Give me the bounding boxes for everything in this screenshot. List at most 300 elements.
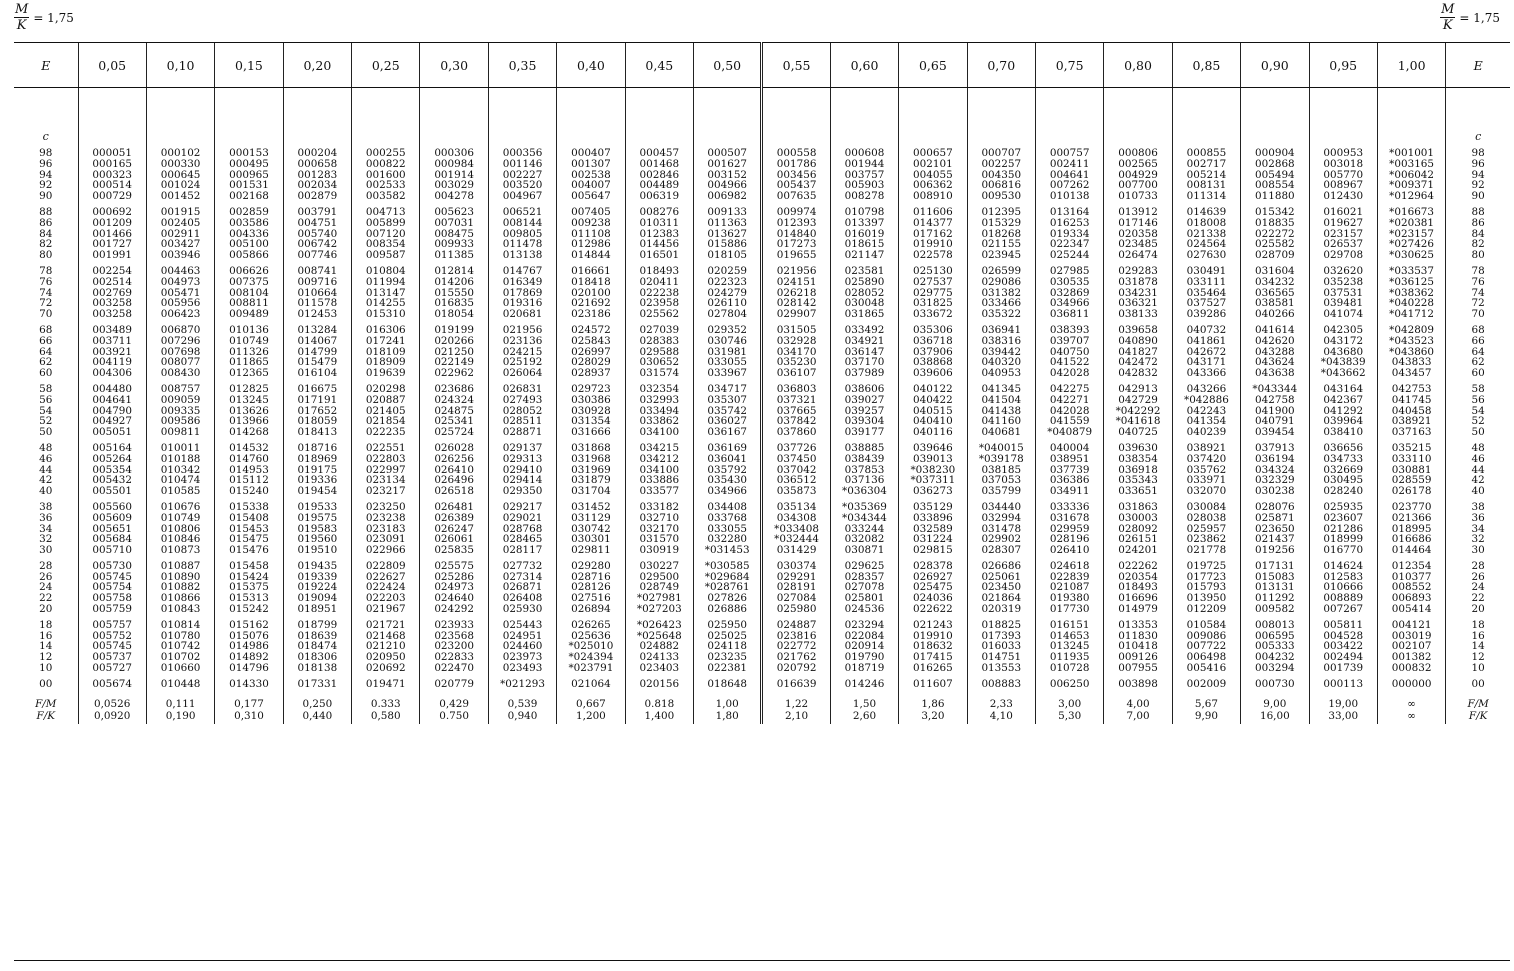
spacer-cell: [1309, 130, 1377, 148]
table-cell: 010136: [215, 320, 283, 336]
table-cell: 007120: [352, 229, 420, 240]
table-cell: 010584: [1172, 615, 1240, 631]
spacer-cell: [557, 88, 625, 131]
table-cell: 019533: [283, 497, 351, 513]
table-cell: 014464: [1377, 545, 1445, 556]
table-cell: 014760: [215, 454, 283, 465]
table-cell: 021064: [557, 674, 625, 690]
table-cell: *024394: [557, 652, 625, 663]
table-cell: 023134: [352, 475, 420, 486]
table-cell: 006893: [1377, 593, 1445, 604]
table-cell: 023183: [352, 524, 420, 535]
table-cell: 021721: [352, 615, 420, 631]
table-cell: 006319: [625, 191, 693, 202]
table-cell: *021293: [488, 674, 556, 690]
table-cell: 039027: [830, 395, 898, 406]
table-cell: 023862: [1172, 534, 1240, 545]
table-row: [14, 497, 1510, 513]
footer-cell-fm: 0.818: [644, 697, 675, 710]
table-cell: 010585: [146, 486, 214, 497]
table-cell: 033336: [1035, 497, 1103, 513]
table-cell: *043523: [1377, 336, 1445, 347]
c-value: 98: [39, 147, 53, 159]
table-cell: 013131: [1241, 582, 1309, 593]
table-cell: 016835: [420, 298, 488, 309]
table-cell: 031129: [557, 513, 625, 524]
table-cell: 021338: [1172, 229, 1240, 240]
table-cell: 000645: [146, 170, 214, 181]
c-value: 44: [1446, 465, 1510, 476]
table-cell: 016675: [283, 379, 351, 395]
table-cell: 010780: [146, 631, 214, 642]
table-cell: 012365: [215, 368, 283, 379]
table-cell: 024882: [625, 641, 693, 652]
table-cell: 034440: [967, 497, 1035, 513]
table-cell: 025957: [1172, 524, 1240, 535]
table-cell: 017652: [283, 406, 351, 417]
table-cell: *043662: [1309, 368, 1377, 379]
table-cell: 008967: [1309, 180, 1377, 191]
table-cell: 019910: [899, 239, 967, 250]
table-cell: 019435: [283, 556, 351, 572]
table-cell: 031429: [762, 545, 830, 556]
table-cell: 040791: [1241, 416, 1309, 427]
table-cell: 008278: [830, 191, 898, 202]
table-cell: 004966: [694, 180, 762, 191]
table-cell: 037531: [1309, 288, 1377, 299]
table-cell: 030491: [1172, 261, 1240, 277]
table-cell: 034170: [762, 347, 830, 358]
table-cell: 006595: [1241, 631, 1309, 642]
table-cell: 025341: [420, 416, 488, 427]
table-cell: 028749: [625, 582, 693, 593]
table-cell: 026997: [557, 347, 625, 358]
table-cell: 036027: [694, 416, 762, 427]
table-cell: 015083: [1241, 572, 1309, 583]
table-cell: 002514: [78, 277, 146, 288]
table-cell: 027732: [488, 556, 556, 572]
table-cell: 013912: [1104, 202, 1172, 218]
table-cell: 018306: [283, 652, 351, 663]
c-value: 34: [39, 522, 53, 535]
c-value: 00: [1446, 674, 1510, 690]
table-cell: 038951: [1035, 454, 1103, 465]
table-cell: 002911: [146, 229, 214, 240]
table-cell: 002227: [488, 170, 556, 181]
table-cell: *006042: [1377, 170, 1445, 181]
table-cell: 042367: [1309, 395, 1377, 406]
table-cell: 038581: [1241, 298, 1309, 309]
c-value: 64: [39, 345, 53, 358]
table-cell: 027537: [899, 277, 967, 288]
table-cell: 040422: [899, 395, 967, 406]
table-cell: *020381: [1377, 218, 1445, 229]
table-cell: 016021: [1309, 202, 1377, 218]
table-cell: 037450: [762, 454, 830, 465]
table-cell: 040004: [1035, 438, 1103, 454]
column-header: 0,95: [1309, 43, 1377, 88]
table-cell: 024215: [488, 347, 556, 358]
footer-cell-fm: 2,33: [989, 697, 1013, 710]
table-cell: *023791: [557, 663, 625, 674]
table-cell: 004641: [78, 395, 146, 406]
spacer-cell: [1377, 130, 1445, 148]
table-cell: 041900: [1241, 406, 1309, 417]
table-cell: 004007: [557, 180, 625, 191]
table-cell: 009716: [283, 277, 351, 288]
table-cell: 005471: [146, 288, 214, 299]
table-cell: 030742: [557, 524, 625, 535]
table-cell: 031666: [557, 427, 625, 438]
table-cell: 022149: [420, 357, 488, 368]
table-cell: 029625: [830, 556, 898, 572]
table-cell: 031981: [694, 347, 762, 358]
table-cell: 014653: [1035, 631, 1103, 642]
table-cell: 026218: [762, 288, 830, 299]
table-cell: 004751: [283, 218, 351, 229]
table-cell: 027078: [830, 582, 898, 593]
c-value: 26: [39, 570, 53, 583]
table-row: [14, 545, 1510, 556]
c-value: 94: [39, 168, 53, 181]
table-cell: 001991: [78, 250, 146, 261]
table-cell: 015342: [1241, 202, 1309, 218]
table-cell: 030003: [1104, 513, 1172, 524]
table-cell: 005866: [215, 250, 283, 261]
table-cell: 023235: [694, 652, 762, 663]
table-cell: 030881: [1377, 465, 1445, 476]
table-cell: 002868: [1241, 159, 1309, 170]
table-cell: 016501: [625, 250, 693, 261]
table-cell: 025475: [899, 582, 967, 593]
table-cell: 029217: [488, 497, 556, 513]
table-cell: 018493: [1104, 582, 1172, 593]
table-cell: 013627: [694, 229, 762, 240]
table-cell: 020156: [625, 674, 693, 690]
table-cell: 005214: [1172, 170, 1240, 181]
table-cell: 034911: [1035, 486, 1103, 497]
table-cell: 023250: [352, 497, 420, 513]
table-cell: 034215: [625, 438, 693, 454]
table-cell: *012964: [1377, 191, 1445, 202]
footer-cell-fk: 1,200: [576, 709, 606, 722]
table-cell: 026389: [420, 513, 488, 524]
footer-cell-fm: 1,50: [852, 697, 877, 710]
table-row: [14, 556, 1510, 572]
table-cell: 014799: [283, 347, 351, 358]
table-cell: 042028: [1035, 406, 1103, 417]
table-cell: 034212: [625, 454, 693, 465]
table-cell: 032082: [830, 534, 898, 545]
table-cell: 033466: [967, 298, 1035, 309]
table-cell: 026408: [488, 593, 556, 604]
table-cell: 035762: [1172, 465, 1240, 476]
c-value: 84: [39, 227, 53, 240]
table-cell: 014953: [215, 465, 283, 476]
table-cell: 020411: [625, 277, 693, 288]
table-cell: 036386: [1035, 475, 1103, 486]
c-value: 52: [1446, 416, 1510, 427]
table-cell: 042305: [1309, 320, 1377, 336]
table-cell: 023493: [488, 663, 556, 674]
table-cell: 010311: [625, 218, 693, 229]
table-cell: 041504: [967, 395, 1035, 406]
column-header: 0,30: [420, 43, 488, 88]
table-cell: 042620: [1241, 336, 1309, 347]
table-cell: 001307: [557, 159, 625, 170]
table-cell: 000323: [78, 170, 146, 181]
table-cell: 014796: [215, 663, 283, 674]
table-cell: 028357: [830, 572, 898, 583]
table-cell: 028240: [1309, 486, 1377, 497]
table-cell: 019094: [283, 593, 351, 604]
table-cell: 029907: [762, 309, 830, 320]
table-cell: 013966: [215, 416, 283, 427]
table-cell: 010728: [1035, 663, 1103, 674]
table-cell: 025061: [967, 572, 1035, 583]
table-cell: 022424: [352, 582, 420, 593]
table-cell: 010804: [352, 261, 420, 277]
table-cell: 033055: [694, 357, 762, 368]
table-cell: 036273: [899, 486, 967, 497]
footer-label-fk: F/K: [36, 709, 55, 722]
table-cell: 018474: [283, 641, 351, 652]
table-cell: 025130: [899, 261, 967, 277]
table-cell: *038230: [899, 465, 967, 476]
c-value: 92: [1446, 180, 1510, 191]
table-cell: 032928: [762, 336, 830, 347]
table-cell: 015479: [283, 357, 351, 368]
table-cell: 018413: [283, 427, 351, 438]
table-cell: 036169: [694, 438, 762, 454]
table-cell: 028076: [1241, 497, 1309, 513]
table-cell: *016673: [1377, 202, 1445, 218]
spacer-cell: [1035, 88, 1103, 131]
table-cell: 024201: [1104, 545, 1172, 556]
e-axis-label: E: [1446, 43, 1510, 88]
table-cell: 037053: [967, 475, 1035, 486]
footer-cell: [215, 690, 283, 724]
table-cell: 035792: [694, 465, 762, 476]
table-cell: 003791: [283, 202, 351, 218]
table-cell: 038316: [967, 336, 1035, 347]
table-cell: 015310: [352, 309, 420, 320]
table-cell: 005758: [78, 593, 146, 604]
table-cell: 012453: [283, 309, 351, 320]
table-cell: *040879: [1035, 427, 1103, 438]
table-row: [14, 604, 1510, 615]
table-cell: 024118: [694, 641, 762, 652]
table-cell: 030301: [557, 534, 625, 545]
column-header: 0,75: [1035, 43, 1103, 88]
table-cell: 027826: [694, 593, 762, 604]
table-cell: 020259: [694, 261, 762, 277]
column-header: 1,00: [1377, 43, 1445, 88]
table-cell: 022203: [352, 593, 420, 604]
table-cell: 031969: [557, 465, 625, 476]
c-value: 96: [39, 157, 53, 170]
table-cell: 030871: [830, 545, 898, 556]
table-cell: 003258: [78, 298, 146, 309]
c-value: 90: [39, 190, 53, 203]
table-cell: 017131: [1241, 556, 1309, 572]
c-value: 86: [39, 216, 53, 229]
table-cell: 014330: [215, 674, 283, 690]
table-cell: 008104: [215, 288, 283, 299]
table-cell: 013950: [1172, 593, 1240, 604]
table-cell: 024572: [557, 320, 625, 336]
table-cell: 019560: [283, 534, 351, 545]
footer-cell: [352, 690, 420, 724]
table-cell: 030374: [762, 556, 830, 572]
table-cell: 004927: [78, 416, 146, 427]
table-cell: 005560: [78, 497, 146, 513]
table-cell: 043680: [1309, 347, 1377, 358]
table-cell: 022622: [899, 604, 967, 615]
spacer-cell: [830, 88, 898, 131]
table-row: [14, 674, 1510, 690]
table-cell: *003165: [1377, 159, 1445, 170]
footer-cell-fm: 0,667: [576, 697, 606, 710]
table-cell: 035322: [967, 309, 1035, 320]
table-cell: 006982: [694, 191, 762, 202]
table-cell: 003152: [694, 170, 762, 181]
table-cell: 019199: [420, 320, 488, 336]
table-cell: 000000: [1377, 674, 1445, 690]
table-cell: 036041: [694, 454, 762, 465]
table-cell: 023157: [1309, 229, 1377, 240]
c-value: 74: [1446, 288, 1510, 299]
table-cell: 005164: [78, 438, 146, 454]
table-cell: 010448: [146, 674, 214, 690]
table-row: [14, 277, 1510, 288]
table-cell: 007746: [283, 250, 351, 261]
table-cell: 037989: [830, 368, 898, 379]
column-header: 0,55: [762, 43, 830, 88]
table-cell: 037170: [830, 357, 898, 368]
c-value: 90: [1446, 191, 1510, 202]
table-cell: 026474: [1104, 250, 1172, 261]
c-value: 24: [39, 581, 53, 594]
table-cell: 021967: [352, 604, 420, 615]
table-cell: 031452: [557, 497, 625, 513]
table-cell: 019380: [1035, 593, 1103, 604]
table-cell: 018909: [352, 357, 420, 368]
footer-cell-fk: 9,90: [1194, 709, 1219, 722]
table-cell: 035238: [1309, 277, 1377, 288]
table-cell: 010814: [146, 615, 214, 631]
table-cell: 042028: [1035, 368, 1103, 379]
spacer-cell: [762, 88, 830, 131]
table-cell: 019256: [1241, 545, 1309, 556]
table-cell: 000658: [283, 159, 351, 170]
table-cell: 032669: [1309, 465, 1377, 476]
table-cell: 022235: [352, 427, 420, 438]
table-cell: 028038: [1172, 513, 1240, 524]
ratio-header-left: $\frac{M}{K}$ = 1,75: [15, 2, 74, 33]
c-value: 80: [39, 249, 53, 262]
table-cell: 017415: [899, 652, 967, 663]
table-cell: 032869: [1035, 288, 1103, 299]
table-cell: *035369: [830, 497, 898, 513]
table-cell: 013397: [830, 218, 898, 229]
table-cell: 011363: [694, 218, 762, 229]
c-value: 88: [1446, 202, 1510, 218]
table-cell: 040320: [967, 357, 1035, 368]
table-cell: 030928: [557, 406, 625, 417]
table-cell: 014892: [215, 652, 283, 663]
table-cell: 008144: [488, 218, 556, 229]
table-row: [14, 368, 1510, 379]
table-cell: 000822: [352, 159, 420, 170]
table-cell: 036918: [1104, 465, 1172, 476]
table-cell: 020792: [762, 663, 830, 674]
table-cell: 030238: [1241, 486, 1309, 497]
table-cell: 021087: [1035, 582, 1103, 593]
table-cell: 042729: [1104, 395, 1172, 406]
c-value: 36: [1446, 513, 1510, 524]
table-cell: 023770: [1377, 497, 1445, 513]
table-cell: 033967: [694, 368, 762, 379]
table-cell: 005051: [78, 427, 146, 438]
table-cell: 024640: [420, 593, 488, 604]
table-cell: 010664: [283, 288, 351, 299]
table-cell: 012825: [215, 379, 283, 395]
table-cell: 018835: [1241, 218, 1309, 229]
table-cell: 018995: [1377, 524, 1445, 535]
c-value: 16: [1446, 631, 1510, 642]
table-cell: 021405: [352, 406, 420, 417]
table-cell: 000729: [78, 191, 146, 202]
table-cell: 026518: [420, 486, 488, 497]
table-cell: 037726: [762, 438, 830, 454]
table-cell: 031825: [899, 298, 967, 309]
footer-cell: [1377, 690, 1445, 724]
table-cell: 034308: [762, 513, 830, 524]
table-cell: 021956: [762, 261, 830, 277]
table-cell: 003258: [78, 309, 146, 320]
footer-cell-fk: 0,440: [302, 709, 333, 722]
table-cell: 024951: [488, 631, 556, 642]
c-value: 70: [1446, 309, 1510, 320]
table-cell: 041345: [967, 379, 1035, 395]
table-cell: 007700: [1104, 180, 1172, 191]
table-row: [14, 320, 1510, 336]
table-cell: 013284: [283, 320, 351, 336]
column-header: 0,65: [899, 43, 967, 88]
table-cell: 014532: [215, 438, 283, 454]
table-cell: 020887: [352, 395, 420, 406]
spacer-cell: [967, 130, 1035, 148]
table-cell: *042809: [1377, 320, 1445, 336]
table-cell: 019175: [283, 465, 351, 476]
table-cell: 006362: [899, 180, 967, 191]
column-header: 0,70: [967, 43, 1035, 88]
table-cell: 033768: [694, 513, 762, 524]
table-cell: 010011: [146, 438, 214, 454]
table-cell: 025582: [1241, 239, 1309, 250]
table-cell: *027981: [625, 593, 693, 604]
table-cell: 019339: [283, 572, 351, 583]
table-cell: 002859: [215, 202, 283, 218]
table-cell: 002494: [1309, 652, 1377, 663]
table-cell: 018716: [283, 438, 351, 454]
table-cell: 040122: [899, 379, 967, 395]
table-cell: 022627: [352, 572, 420, 583]
c-value: 60: [1446, 368, 1510, 379]
table-cell: 015112: [215, 475, 283, 486]
footer-cell: [557, 690, 625, 724]
